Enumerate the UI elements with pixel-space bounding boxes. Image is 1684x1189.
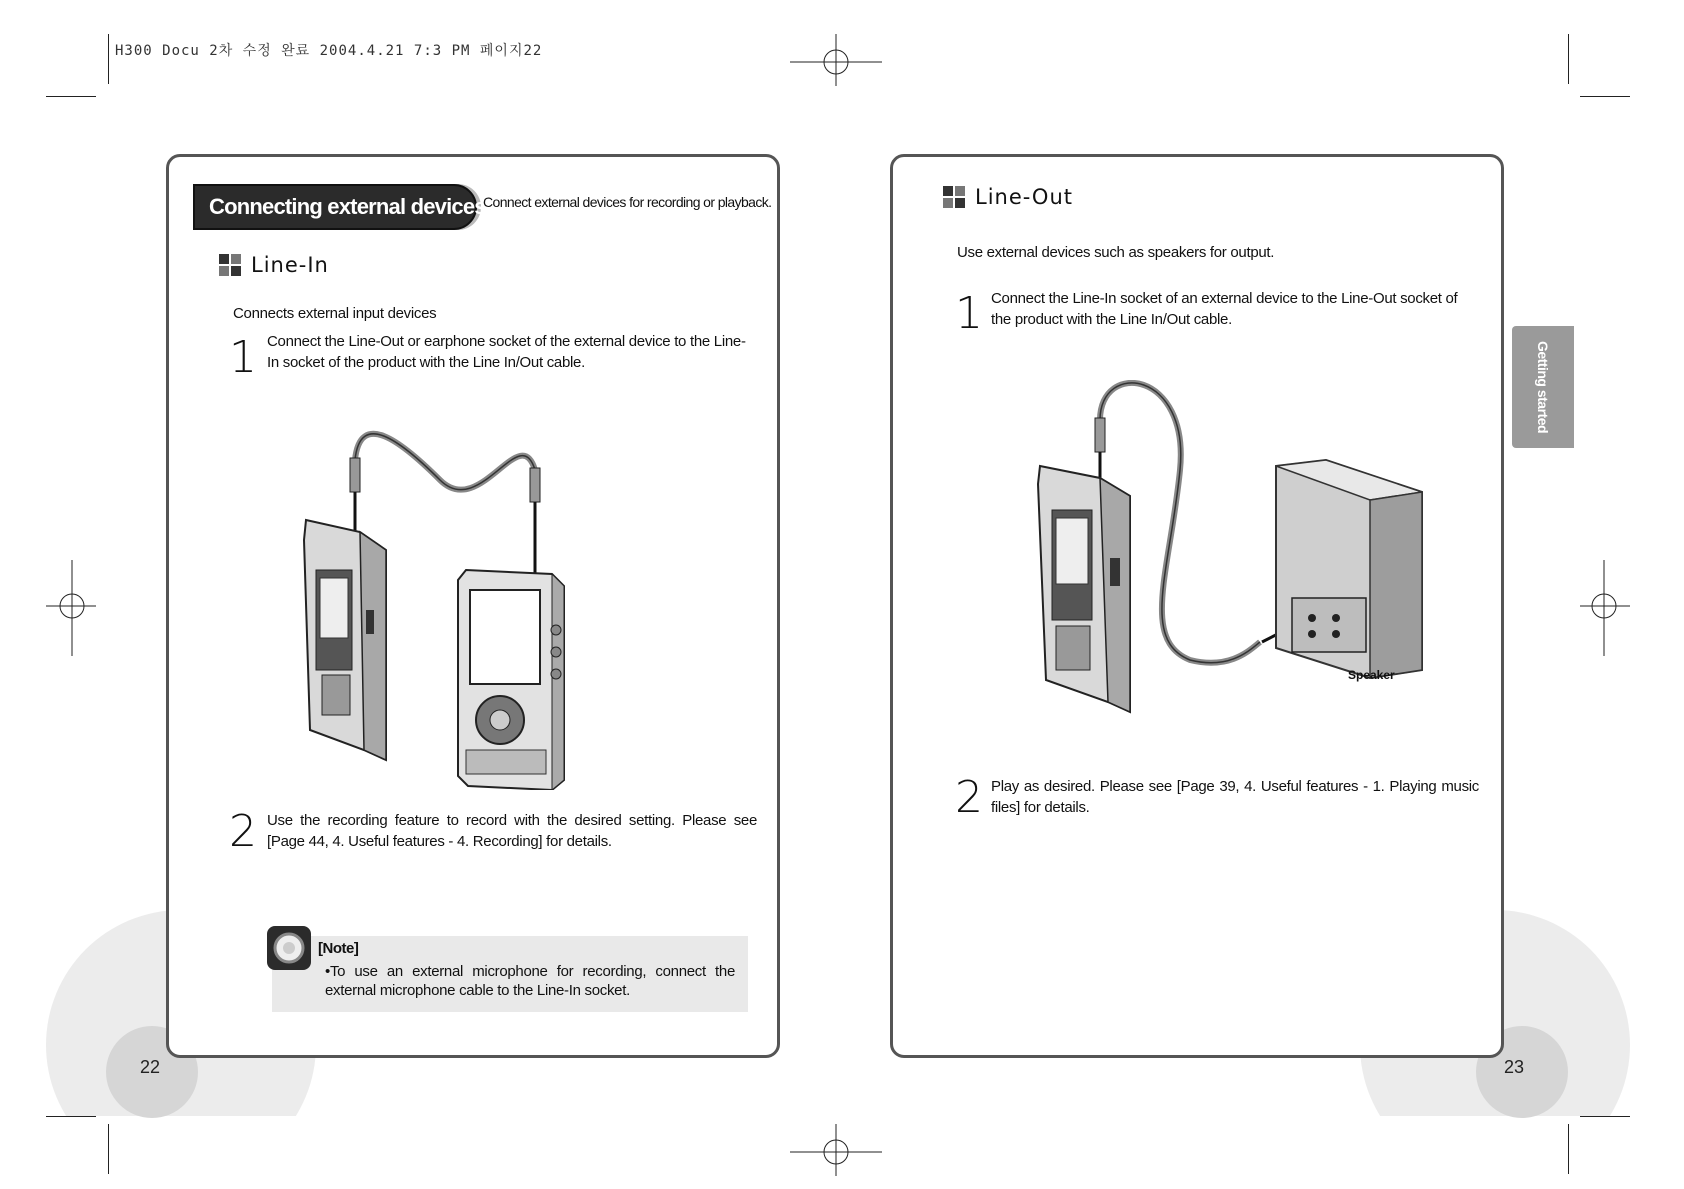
side-tab [1512,326,1574,448]
page-number-right: 23 [1504,1057,1525,1077]
line-in-illustration [290,420,590,790]
step-text: Connect the Line-Out or earphone socket of the external device to the Line-In socket of the product with the Line In/Out cable. [267,333,746,371]
step-number: 2 [229,806,257,857]
page-number-left: 22 [140,1057,161,1077]
title-banner-text: Connecting external devices [209,194,486,219]
step-text: Play as desired. Please see [Page 39, 4. Useful features - 1. Playing music files] for details. [991,778,1479,816]
print-header: H300 Docu 2차 수정 완료 2004.4.21 7:3 PM 페이지22 [115,43,543,59]
step-text: Connect the Line-In socket of an external device to the Line-Out socket of the product with the Line In/Out cable. [991,290,1458,328]
speaker-label: Speaker [1348,668,1395,682]
title-banner [193,184,486,230]
section-square-icon [219,254,241,276]
section-square-icon [943,186,965,208]
section-title-line-out: Line-Out [975,185,1073,209]
step-number: 1 [229,332,257,383]
intro-line-out: Use external devices such as speakers for output. [957,244,1275,261]
section-title-line-in: Line-In [251,253,329,277]
step-number: 2 [955,772,983,823]
note-icon [265,922,315,974]
note-label: [Note] [318,940,359,957]
note-text: •To use an external microphone for recording, connect the external microphone cable to the Line-In socket. [325,963,735,999]
intro-line-in: Connects external input devices [233,305,437,322]
step-number: 1 [955,288,983,339]
title-subtitle: Connect external devices for recording or playback. [483,194,772,210]
step-text: Use the recording feature to record with the desired setting. Please see [Page 44, 4. Useful features - 4. Recording] for details. [267,812,757,850]
side-tab-label: Getting started [1535,340,1551,434]
